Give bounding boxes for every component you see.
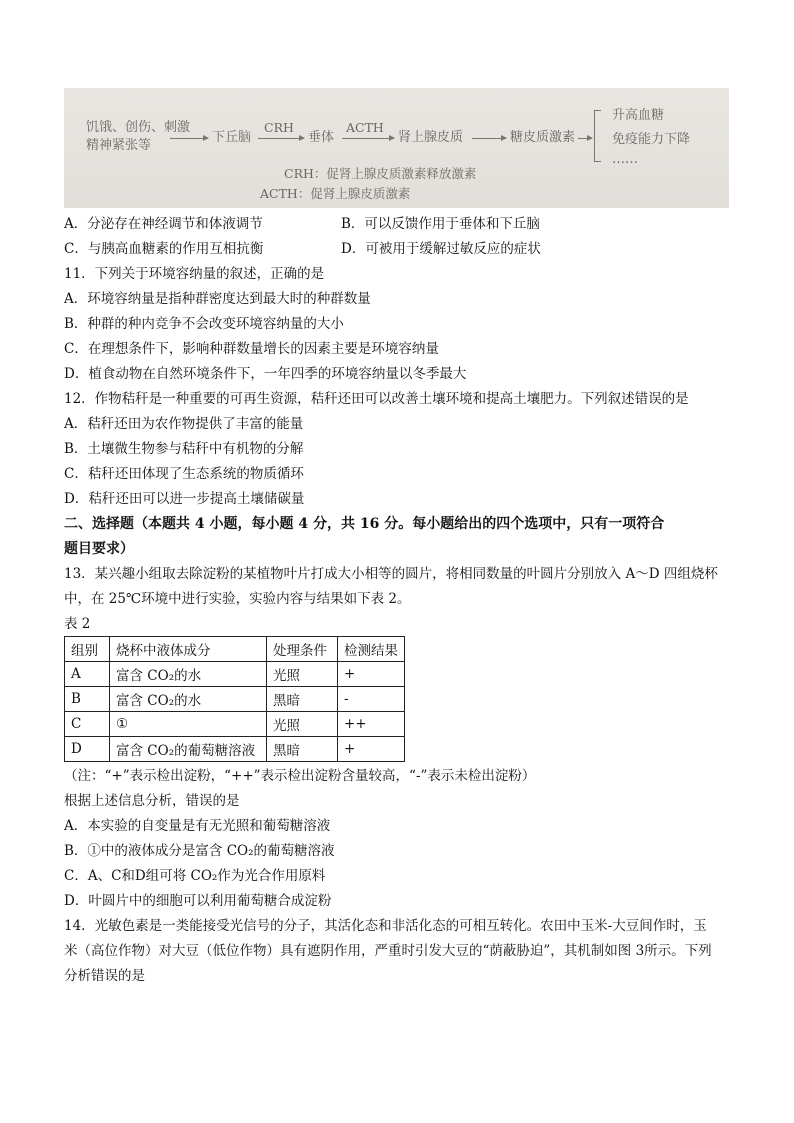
- hypothalamus-label: 下丘脑: [212, 130, 252, 145]
- hormone-pathway-figure: [64, 88, 729, 208]
- table-cell: 黑暗: [267, 737, 338, 762]
- table-row: [65, 662, 405, 687]
- q11-stem: 11．下列关于环境容纳量的叙述，正确的是: [64, 266, 325, 282]
- q13-stem-line1: 13．某兴趣小组取去除淀粉的某植物叶片打成大小相等的圆片，将相同数量的叶圆片分别放入 A～D 四组烧杯: [64, 566, 718, 582]
- table-cell: ++: [338, 712, 405, 737]
- glucocorticoid-label: 糖皮质激素: [510, 130, 576, 145]
- table-cell: 富含 CO₂的水: [110, 662, 267, 687]
- q13-option-a: A．本实验的自变量是有无光照和葡萄糖溶液: [64, 818, 331, 834]
- table-row: [65, 712, 405, 737]
- q11-option-d: D．植食动物在自然环境条件下，一年四季的环境容纳量以冬季最大: [64, 366, 467, 382]
- table-header-row: [65, 637, 405, 662]
- table-header-cell: 组别: [65, 637, 110, 662]
- q13-option-b: B．①中的液体成分是富含 CO₂的葡萄糖溶液: [64, 843, 335, 859]
- section-heading-line2: 题目要求）: [64, 541, 134, 557]
- table-note: （注：“+”表示检出淀粉，“++”表示检出淀粉含量较高，“-”表示未检出淀粉）: [64, 768, 536, 784]
- q12-option-c: C．秸秆还田体现了生态系统的物质循环: [64, 466, 304, 482]
- q12-option-b: B．土壤微生物参与秸秆中有机物的分解: [64, 441, 304, 457]
- table-cell: ①: [110, 712, 267, 737]
- q10-option-c: C．与胰高血糖素的作用互相抗衡: [64, 241, 264, 257]
- note-crh: CRH：促肾上腺皮质激素释放激素: [284, 166, 477, 181]
- q12-option-d: D．秸秆还田可以进一步提高土壤储碳量: [64, 491, 305, 507]
- q13-prompt: 根据上述信息分析，错误的是: [64, 793, 240, 809]
- table-cell: 富含 CO₂的葡萄糖溶液: [110, 737, 267, 762]
- table-cell: +: [338, 662, 405, 687]
- arrow-icon: [578, 138, 592, 139]
- bracket-icon: [594, 110, 601, 162]
- table-label: 表 2: [64, 616, 91, 632]
- table-cell: C: [65, 712, 110, 737]
- q11-option-a: A．环境容纳量是指种群密度达到最大时的种群数量: [64, 291, 371, 307]
- arrow-icon: [472, 138, 506, 139]
- q13-option-c: C．A、C和D组可将 CO₂作为光合作用原料: [64, 868, 326, 884]
- pituitary-label: 垂体: [308, 130, 335, 145]
- q13-stem-line2: 中，在 25℃环境中进行实验，实验内容与结果如下表 2。: [64, 591, 411, 607]
- table-header-cell: 烧杯中液体成分: [110, 637, 267, 662]
- table-cell: +: [338, 737, 405, 762]
- table-cell: A: [65, 662, 110, 687]
- table-header-cell: 检测结果: [338, 637, 405, 662]
- arrow-icon: [258, 138, 304, 139]
- q12-option-a: A．秸秆还田为农作物提供了丰富的能量: [64, 416, 304, 432]
- q14-line3: 分析错误的是: [64, 968, 145, 984]
- q10-option-a: A．分泌存在神经调节和体液调节: [64, 216, 263, 232]
- effect3-label: ……: [612, 152, 638, 167]
- table-row: [65, 687, 405, 712]
- acth-label: ACTH: [346, 120, 384, 135]
- q14-line2: 米（高位作物）对大豆（低位作物）具有遮阴作用，严重时引发大豆的“荫蔽胁迫”，其机制如图 3所示。下列: [64, 943, 712, 959]
- crh-label: CRH: [264, 120, 294, 135]
- adrenal-cortex-label: 肾上腺皮质: [398, 130, 464, 145]
- q12-stem: 12．作物秸秆是一种重要的可再生资源，秸秆还田可以改善土壤环境和提高土壤肥力。下列叙述错误的是: [64, 391, 689, 407]
- q13-option-d: D．叶圆片中的细胞可以利用葡萄糖合成淀粉: [64, 893, 332, 909]
- table-cell: D: [65, 737, 110, 762]
- table-cell: 富含 CO₂的水: [110, 687, 267, 712]
- section-heading-line1: 二、选择题（本题共 4 小题，每小题 4 分，共 16 分。每小题给出的四个选项中，只有一项符合: [64, 516, 665, 532]
- experiment-table: [64, 636, 405, 762]
- table-cell: 光照: [267, 712, 338, 737]
- note-acth: ACTH：促肾上腺皮质激素: [260, 186, 411, 201]
- arrow-icon: [342, 138, 394, 139]
- table-cell: -: [338, 687, 405, 712]
- table-cell: 光照: [267, 662, 338, 687]
- arrow-icon: [170, 138, 208, 139]
- effect2-label: 免疫能力下降: [612, 132, 691, 147]
- table-cell: 黑暗: [267, 687, 338, 712]
- effect1-label: 升高血糖: [612, 108, 665, 123]
- q10-option-d: D．可被用于缓解过敏反应的症状: [341, 241, 541, 257]
- stimulus-line1: 饥饿、创伤、刺激: [86, 120, 191, 135]
- q11-option-b: B．种群的种内竞争不会改变环境容纳量的大小: [64, 316, 344, 332]
- table-row: [65, 737, 405, 762]
- stimulus-line2: 精神紧张等: [86, 138, 152, 153]
- table-header-cell: 处理条件: [267, 637, 338, 662]
- q11-option-c: C．在理想条件下，影响种群数量增长的因素主要是环境容纳量: [64, 341, 439, 357]
- q10-option-b: B．可以反馈作用于垂体和下丘脑: [341, 216, 540, 232]
- q14-line1: 14．光敏色素是一类能接受光信号的分子，其活化态和非活化态的可相互转化。农田中玉米-大豆间作时，玉: [64, 918, 707, 934]
- table-cell: B: [65, 687, 110, 712]
